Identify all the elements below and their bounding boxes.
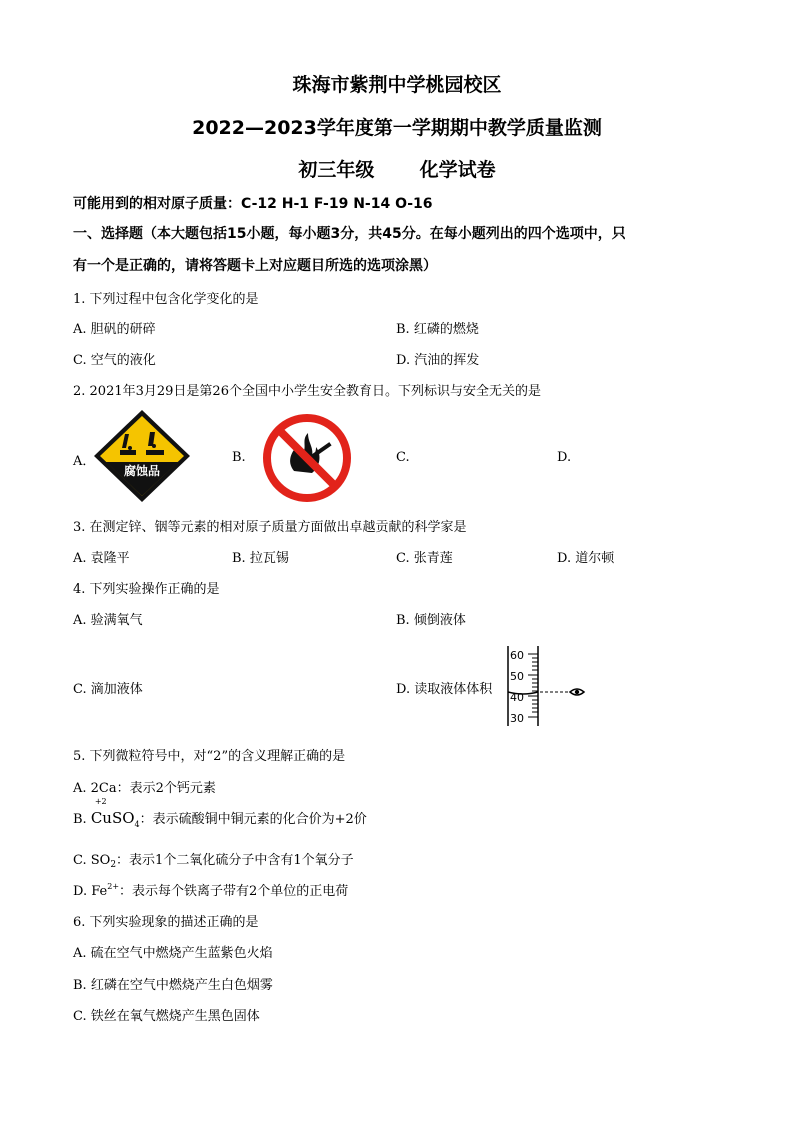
cylinder-tick-50: 50: [510, 670, 524, 683]
section1-line1: 一、选择题（本大题包括15小题，每小题3分，共45分。在每小题列出的四个选项中，只: [73, 226, 626, 242]
q6-option-a: A. 硫在空气中燃烧产生蓝紫色火焰: [73, 946, 273, 961]
atomic-mass-line: 可能用到的相对原子质量：C-12 H-1 F-19 N-14 O-16: [73, 196, 433, 212]
q3-option-d: D. 道尔顿: [557, 551, 615, 566]
q5-b-prefix: B.: [73, 812, 91, 827]
q2-option-c: C.: [396, 450, 410, 465]
q4-option-b: B. 倾倒液体: [396, 613, 466, 628]
corrosive-sign-icon: [92, 408, 192, 504]
q5-stem: 5. 下列微粒符号中，对“2”的含义理解正确的是: [73, 749, 346, 764]
q6-stem: 6. 下列实验现象的描述正确的是: [73, 915, 259, 930]
q1-option-d: D. 汽油的挥发: [396, 353, 480, 368]
q2-option-a: A．: [73, 454, 96, 469]
q2-option-d: D.: [557, 450, 572, 465]
cylinder-tick-30: 30: [510, 712, 524, 725]
q3-option-a: A. 袁隆平: [73, 551, 130, 566]
q1-option-c: C. 空气的液化: [73, 353, 156, 368]
section1-line2: 有一个是正确的，请将答题卡上对应题目所选的选项涂黑）: [73, 258, 437, 274]
subject-label: 化学试卷: [419, 159, 496, 181]
q5-b-text: ：表示硫酸铜中铜元素的化合价为+2价: [139, 812, 367, 827]
cylinder-tick-60: 60: [510, 649, 524, 662]
q5-option-b: [73, 797, 367, 829]
q3-stem: 3. 在测定锌、铟等元素的相对原子质量方面做出卓越贡献的科学家是: [73, 520, 467, 535]
q1-option-a: A. 胆矾的研碎: [73, 322, 156, 337]
q4-stem: 4. 下列实验操作正确的是: [73, 582, 220, 597]
q3-option-c: C. 张青莲: [396, 551, 453, 566]
q6-option-b: B. 红磷在空气中燃烧产生白色烟雾: [73, 978, 273, 993]
cuso4-formula: +2 CuSO$_4$: [90, 797, 140, 829]
graduated-cylinder-figure: [500, 644, 590, 728]
q5-option-a: A. 2Ca：表示2个钙元素: [73, 781, 216, 796]
corrosive-label: 腐蚀品: [123, 464, 161, 478]
school-title: 珠海市紫荆中学桃园校区: [292, 74, 502, 96]
q3-option-b: B. 拉瓦锡: [232, 551, 289, 566]
exam-title: 2022—2023学年度第一学期期中教学质量监测: [192, 117, 602, 139]
cu-valence: +2: [94, 797, 107, 806]
q1-option-b: B. 红磷的燃烧: [396, 322, 479, 337]
q1-stem: 1. 下列过程中包含化学变化的是: [73, 292, 259, 307]
q4-option-d: D. 读取液体体积: [396, 682, 493, 697]
q4-option-a: A. 验满氧气: [73, 613, 143, 628]
no-fire-sign-icon: [262, 413, 352, 503]
q2-option-b: B.: [232, 450, 246, 465]
cylinder-tick-40: 40: [510, 691, 524, 704]
q6-option-c: C. 铁丝在氧气燃烧产生黑色固体: [73, 1009, 260, 1024]
q2-stem: 2. 2021年3月29日是第26个全国中小学生安全教育日。下列标识与安全无关的是: [73, 384, 541, 399]
grade-subject: [0, 155, 794, 182]
grade-label: 初三年级: [298, 159, 375, 181]
q5-option-d: D. $Fe^{2+}$：表示每个铁离子带有2个单位的正电荷: [73, 882, 349, 899]
q5-option-c: C. $SO_2$：表示1个二氧化硫分子中含有1个氧分子: [73, 853, 354, 870]
q4-option-c: C. 滴加液体: [73, 682, 143, 697]
